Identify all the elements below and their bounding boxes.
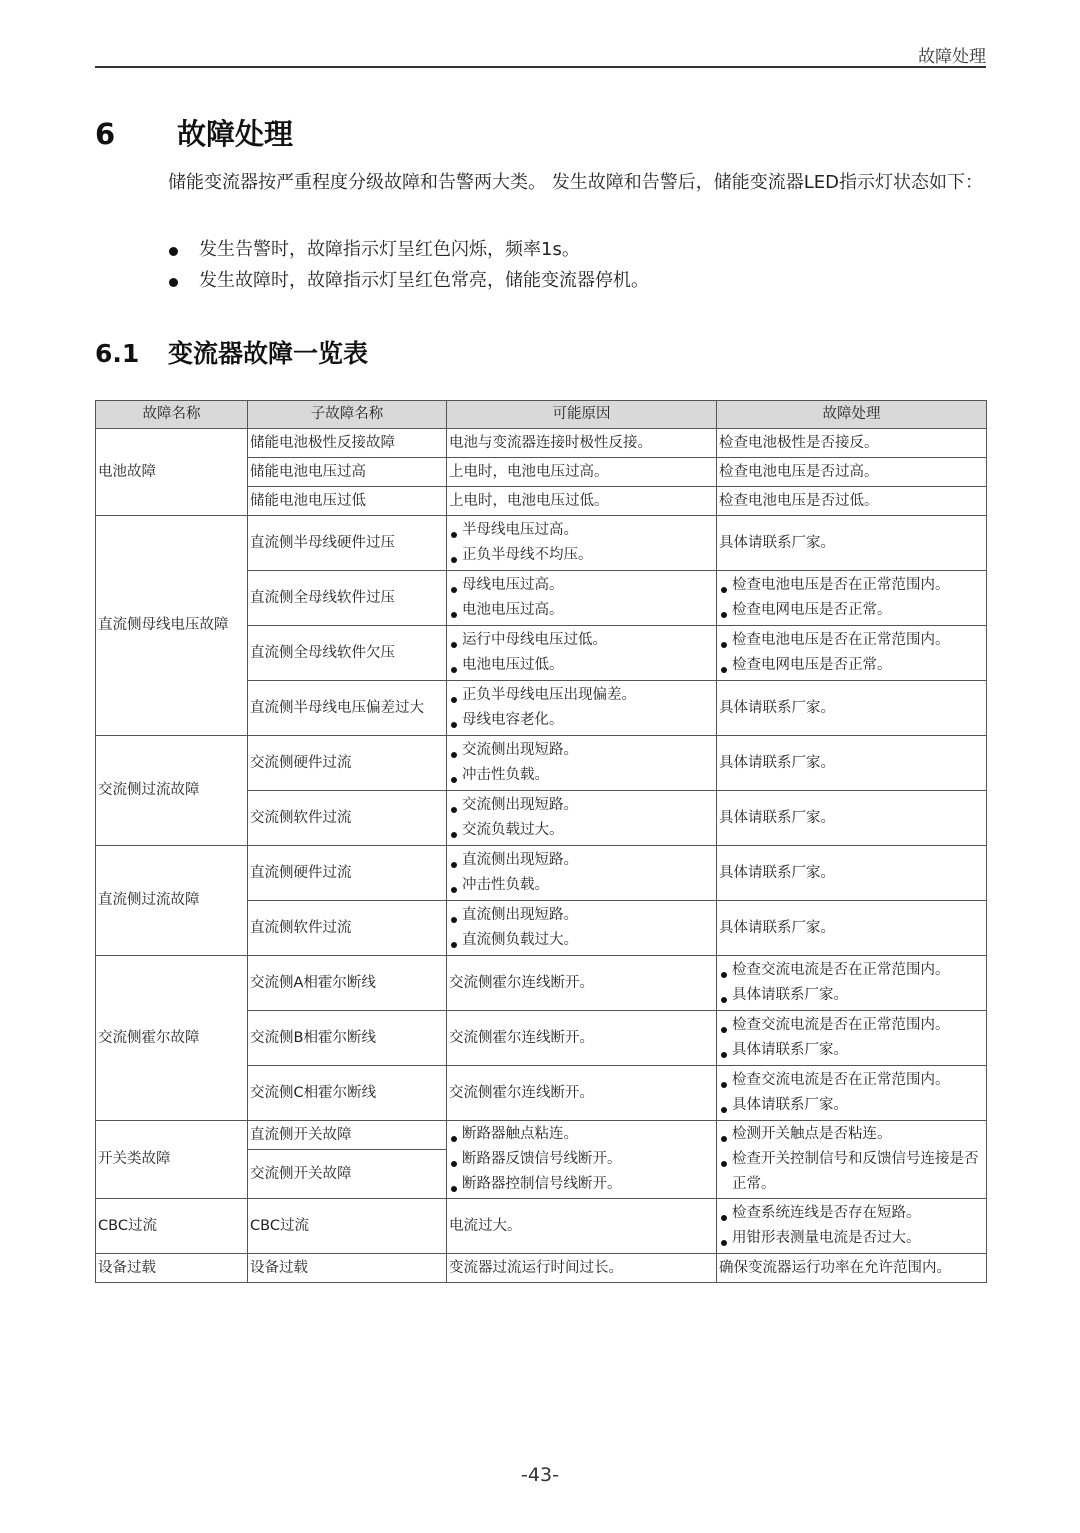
action-item-cell: 具体请联系厂家。 xyxy=(717,681,987,736)
action-item-list xyxy=(719,1013,984,1063)
action-item-list xyxy=(719,628,984,678)
cause-item: 断路器反馈信号线断开。 xyxy=(449,1147,714,1172)
sub-fault-cell: 直流侧全母线软件欠压 xyxy=(248,626,447,681)
page-number: -43- xyxy=(521,1464,559,1486)
sub-fault-cell: 直流侧硬件过流 xyxy=(248,846,447,901)
cause-item-list xyxy=(449,1122,714,1197)
action-item-list xyxy=(719,1122,984,1197)
fault-name-cell: 直流侧母线电压故障 xyxy=(96,516,248,736)
cause-item-cell xyxy=(447,846,717,901)
action-item-cell: 具体请联系厂家。 xyxy=(717,846,987,901)
sub-fault-cell: 交流侧硬件过流 xyxy=(248,736,447,791)
action-item-cell xyxy=(717,626,987,681)
led-status-item: 发生故障时，故障指示灯呈红色常亮，储能变流器停机。 xyxy=(168,265,968,296)
fault-table xyxy=(95,400,987,1283)
sub-fault-cell: 交流侧A相霍尔断线 xyxy=(248,956,447,1011)
cause-item-list xyxy=(449,628,714,678)
sub-fault-cell: 交流侧B相霍尔断线 xyxy=(248,1011,447,1066)
cause-item: 母线电压过高。 xyxy=(449,573,714,598)
action-item-cell xyxy=(717,1121,987,1199)
cause-item-list xyxy=(449,683,714,733)
action-item-list xyxy=(719,958,984,1008)
intro-paragraph: 储能变流器按严重程度分级故障和告警两大类。 发生故障和告警后，储能变流器LED指示灯状态如下： xyxy=(168,172,983,193)
action-item: 具体请联系厂家。 xyxy=(719,1038,984,1063)
cause-item: 直流侧负载过大。 xyxy=(449,928,714,953)
action-item-cell: 检查电池电压是否过低。 xyxy=(717,487,987,516)
sub-fault-cell: 直流侧全母线软件过压 xyxy=(248,571,447,626)
action-item-cell xyxy=(717,1011,987,1066)
action-item-cell xyxy=(717,1199,987,1254)
fault-name-cell: CBC过流 xyxy=(96,1199,248,1254)
cause-item-cell xyxy=(447,626,717,681)
cause-item-cell: 上电时，电池电压过低。 xyxy=(447,487,717,516)
subsection-title: 变流器故障一览表 xyxy=(168,339,369,368)
cause-item-cell xyxy=(447,736,717,791)
header-divider xyxy=(95,66,986,68)
subsection-heading xyxy=(95,334,368,370)
cause-item-list xyxy=(449,738,714,788)
section-number: 6 xyxy=(95,117,116,151)
sub-fault-cell: 储能电池极性反接故障 xyxy=(248,429,447,458)
table-row xyxy=(96,1254,987,1283)
cause-item-cell xyxy=(447,681,717,736)
action-item: 具体请联系厂家。 xyxy=(719,1093,984,1118)
cause-item: 交流侧出现短路。 xyxy=(449,738,714,763)
led-status-item: 发生告警时，故障指示灯呈红色闪烁，频率1s。 xyxy=(168,234,968,265)
sub-fault-cell: 设备过载 xyxy=(248,1254,447,1283)
action-item-cell xyxy=(717,956,987,1011)
fault-name-cell: 电池故障 xyxy=(96,429,248,516)
table-row xyxy=(96,846,987,901)
header-handling: 故障处理 xyxy=(717,401,987,429)
cause-item: 断路器触点粘连。 xyxy=(449,1122,714,1147)
action-item: 检查交流电流是否在正常范围内。 xyxy=(719,1068,984,1093)
action-item-cell: 确保变流器运行功率在允许范围内。 xyxy=(717,1254,987,1283)
cause-item: 交流负载过大。 xyxy=(449,818,714,843)
cause-item-list xyxy=(449,573,714,623)
cause-item-cell: 上电时，电池电压过高。 xyxy=(447,458,717,487)
action-item-cell xyxy=(717,1066,987,1121)
action-item: 用钳形表测量电流是否过大。 xyxy=(719,1226,984,1251)
cause-item: 直流侧出现短路。 xyxy=(449,903,714,928)
sub-fault-cell: 直流侧软件过流 xyxy=(248,901,447,956)
action-item-list xyxy=(719,1201,984,1251)
cause-item: 电池电压过低。 xyxy=(449,653,714,678)
cause-item-cell: 变流器过流运行时间过长。 xyxy=(447,1254,717,1283)
cause-item-list xyxy=(449,793,714,843)
action-item-cell: 具体请联系厂家。 xyxy=(717,901,987,956)
action-item: 检查电池电压是否在正常范围内。 xyxy=(719,573,984,598)
table-row xyxy=(96,516,987,571)
sub-fault-cell: 直流侧半母线电压偏差过大 xyxy=(248,681,447,736)
sub-fault-cell: 储能电池电压过低 xyxy=(248,487,447,516)
action-item-cell: 检查电池极性是否接反。 xyxy=(717,429,987,458)
table-header-row xyxy=(96,401,987,429)
table-row xyxy=(96,736,987,791)
header-title: 故障处理 xyxy=(918,47,986,67)
sub-fault-cell: 直流侧半母线硬件过压 xyxy=(248,516,447,571)
table-row xyxy=(96,1199,987,1254)
cause-item-list xyxy=(449,848,714,898)
subsection-number: 6.1 xyxy=(95,339,140,368)
cause-item: 断路器控制信号线断开。 xyxy=(449,1172,714,1197)
sub-fault-cell: 交流侧C相霍尔断线 xyxy=(248,1066,447,1121)
cause-item-list xyxy=(449,903,714,953)
cause-item-cell xyxy=(447,516,717,571)
cause-item-list xyxy=(449,518,714,568)
action-item: 具体请联系厂家。 xyxy=(719,983,984,1008)
action-item: 检查电池电压是否在正常范围内。 xyxy=(719,628,984,653)
header-fault-name: 故障名称 xyxy=(96,401,248,429)
cause-item-cell xyxy=(447,901,717,956)
action-item-list xyxy=(719,573,984,623)
cause-item-cell: 电流过大。 xyxy=(447,1199,717,1254)
cause-item-cell: 电池与变流器连接时极性反接。 xyxy=(447,429,717,458)
fault-name-cell: 直流侧过流故障 xyxy=(96,846,248,956)
sub-fault-cell: 交流侧开关故障 xyxy=(248,1150,447,1199)
fault-name-cell: 开关类故障 xyxy=(96,1121,248,1199)
section-heading xyxy=(95,112,293,153)
cause-item-cell: 交流侧霍尔连线断开。 xyxy=(447,1011,717,1066)
action-item: 检测开关触点是否粘连。 xyxy=(719,1122,984,1147)
table-row xyxy=(96,429,987,458)
cause-item-cell xyxy=(447,1121,717,1199)
cause-item: 正负半母线电压出现偏差。 xyxy=(449,683,714,708)
action-item: 检查交流电流是否在正常范围内。 xyxy=(719,1013,984,1038)
cause-item-cell xyxy=(447,791,717,846)
sub-fault-cell: CBC过流 xyxy=(248,1199,447,1254)
cause-item: 冲击性负载。 xyxy=(449,763,714,788)
cause-item: 交流侧出现短路。 xyxy=(449,793,714,818)
sub-fault-cell: 储能电池电压过高 xyxy=(248,458,447,487)
fault-name-cell: 设备过载 xyxy=(96,1254,248,1283)
fault-table-body xyxy=(96,429,987,1283)
led-status-list xyxy=(168,234,968,296)
section-title: 故障处理 xyxy=(177,117,294,151)
cause-item: 正负半母线不均压。 xyxy=(449,543,714,568)
sub-fault-cell: 直流侧开关故障 xyxy=(248,1121,447,1150)
action-item-cell xyxy=(717,571,987,626)
cause-item: 运行中母线电压过低。 xyxy=(449,628,714,653)
table-row xyxy=(96,956,987,1011)
action-item-cell: 具体请联系厂家。 xyxy=(717,516,987,571)
action-item: 检查交流电流是否在正常范围内。 xyxy=(719,958,984,983)
cause-item-cell: 交流侧霍尔连线断开。 xyxy=(447,1066,717,1121)
cause-item: 电池电压过高。 xyxy=(449,598,714,623)
action-item-cell: 具体请联系厂家。 xyxy=(717,736,987,791)
cause-item-cell xyxy=(447,571,717,626)
fault-name-cell: 交流侧过流故障 xyxy=(96,736,248,846)
cause-item: 冲击性负载。 xyxy=(449,873,714,898)
action-item: 检查系统连线是否存在短路。 xyxy=(719,1201,984,1226)
action-item-list xyxy=(719,1068,984,1118)
action-item-cell: 具体请联系厂家。 xyxy=(717,791,987,846)
fault-name-cell: 交流侧霍尔故障 xyxy=(96,956,248,1121)
table-row xyxy=(96,1121,987,1150)
cause-item: 直流侧出现短路。 xyxy=(449,848,714,873)
cause-item: 母线电容老化。 xyxy=(449,708,714,733)
action-item-cell: 检查电池电压是否过高。 xyxy=(717,458,987,487)
action-item: 检查电网电压是否正常。 xyxy=(719,653,984,678)
cause-item-cell: 交流侧霍尔连线断开。 xyxy=(447,956,717,1011)
header-possible-cause: 可能原因 xyxy=(447,401,717,429)
header-sub-fault-name: 子故障名称 xyxy=(248,401,447,429)
sub-fault-cell: 交流侧软件过流 xyxy=(248,791,447,846)
cause-item: 半母线电压过高。 xyxy=(449,518,714,543)
action-item: 检查开关控制信号和反馈信号连接是否正常。 xyxy=(719,1147,984,1197)
action-item: 检查电网电压是否正常。 xyxy=(719,598,984,623)
